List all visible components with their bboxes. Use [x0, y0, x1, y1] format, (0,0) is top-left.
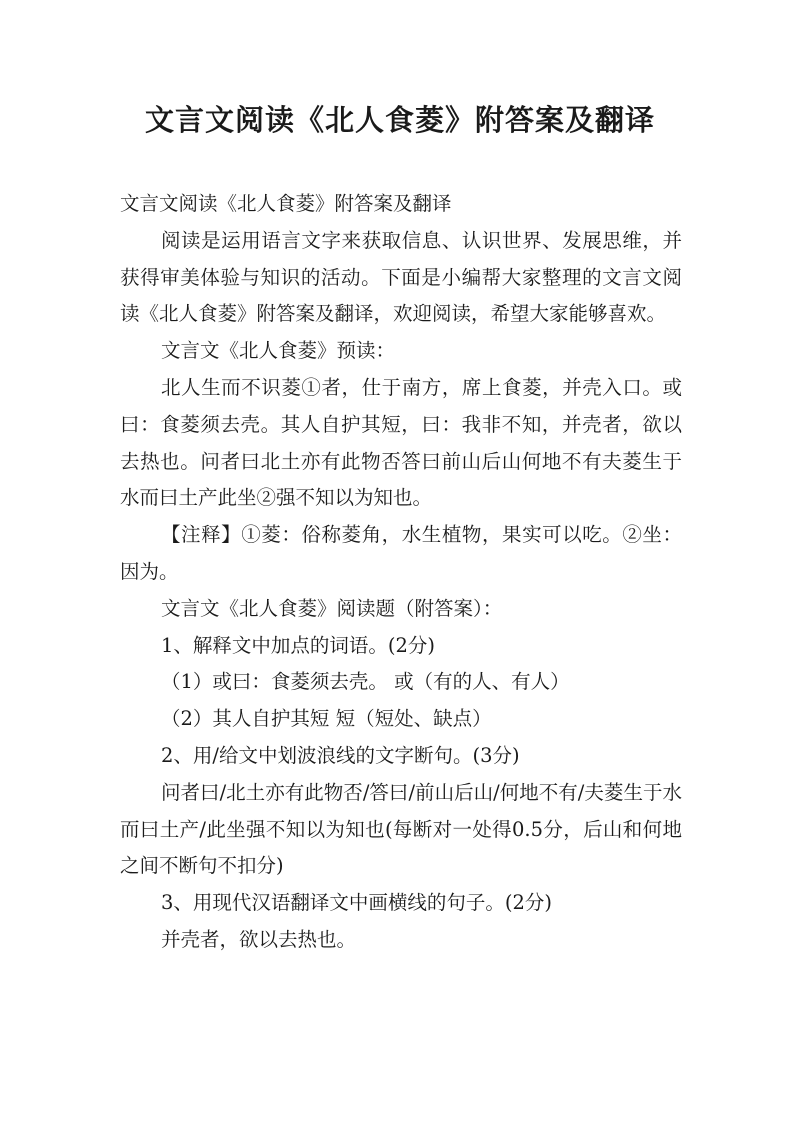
paragraph: （1）或曰：食菱须去壳。 或（有的人、有人） — [161, 670, 570, 694]
paragraph: 并壳者，欲以去热也。 — [161, 927, 357, 951]
document-body — [120, 186, 682, 959]
paragraph: 3、用现代汉语翻译文中画横线的句子。(2分) — [161, 891, 553, 915]
paragraph: 文言文《北人食菱》阅读题（附答案）： — [161, 596, 503, 620]
paragraph: 北人生而不识菱①者，仕于南方，席上食菱，并壳入口。或曰：食菱须去壳。其人自护其短，曰：我非不知，并壳者，欲以去热也。问者曰北土亦有此物否答曰前山后山何地不有夫菱生于水而曰土产此坐②强不知以为知也。 — [120, 375, 682, 510]
paragraph: 问者曰/北土亦有此物否/答曰/前山后山/何地不有/夫菱生于水而曰土产/此坐强不知以为知也(每断对一处得0.5分，后山和何地之间不断句不扣分) — [120, 780, 682, 878]
paragraph: 文言文阅读《北人食菱》附答案及翻译 — [120, 192, 452, 215]
paragraph: 阅读是运用语言文字来获取信息、认识世界、发展思维，并获得审美体验与知识的活动。下面是小编帮大家整理的文言文阅读《北人食菱》附答案及翻译，欢迎阅读，希望大家能够喜欢。 — [120, 228, 682, 326]
page-title: 文言文阅读《北人食菱》附答案及翻译 — [144, 103, 655, 137]
paragraph: 1、解释文中加点的词语。(2分) — [161, 633, 436, 657]
paragraph: 文言文《北人食菱》预读： — [161, 339, 396, 363]
paragraph: 【注释】①菱：俗称菱角，水生植物，果实可以吃。②坐：因为。 — [120, 523, 682, 583]
paragraph: （2）其人自护其短 短（短处、缺点） — [161, 707, 492, 731]
paragraph: 2、用/给文中划波浪线的文字断句。(3分) — [161, 743, 520, 767]
